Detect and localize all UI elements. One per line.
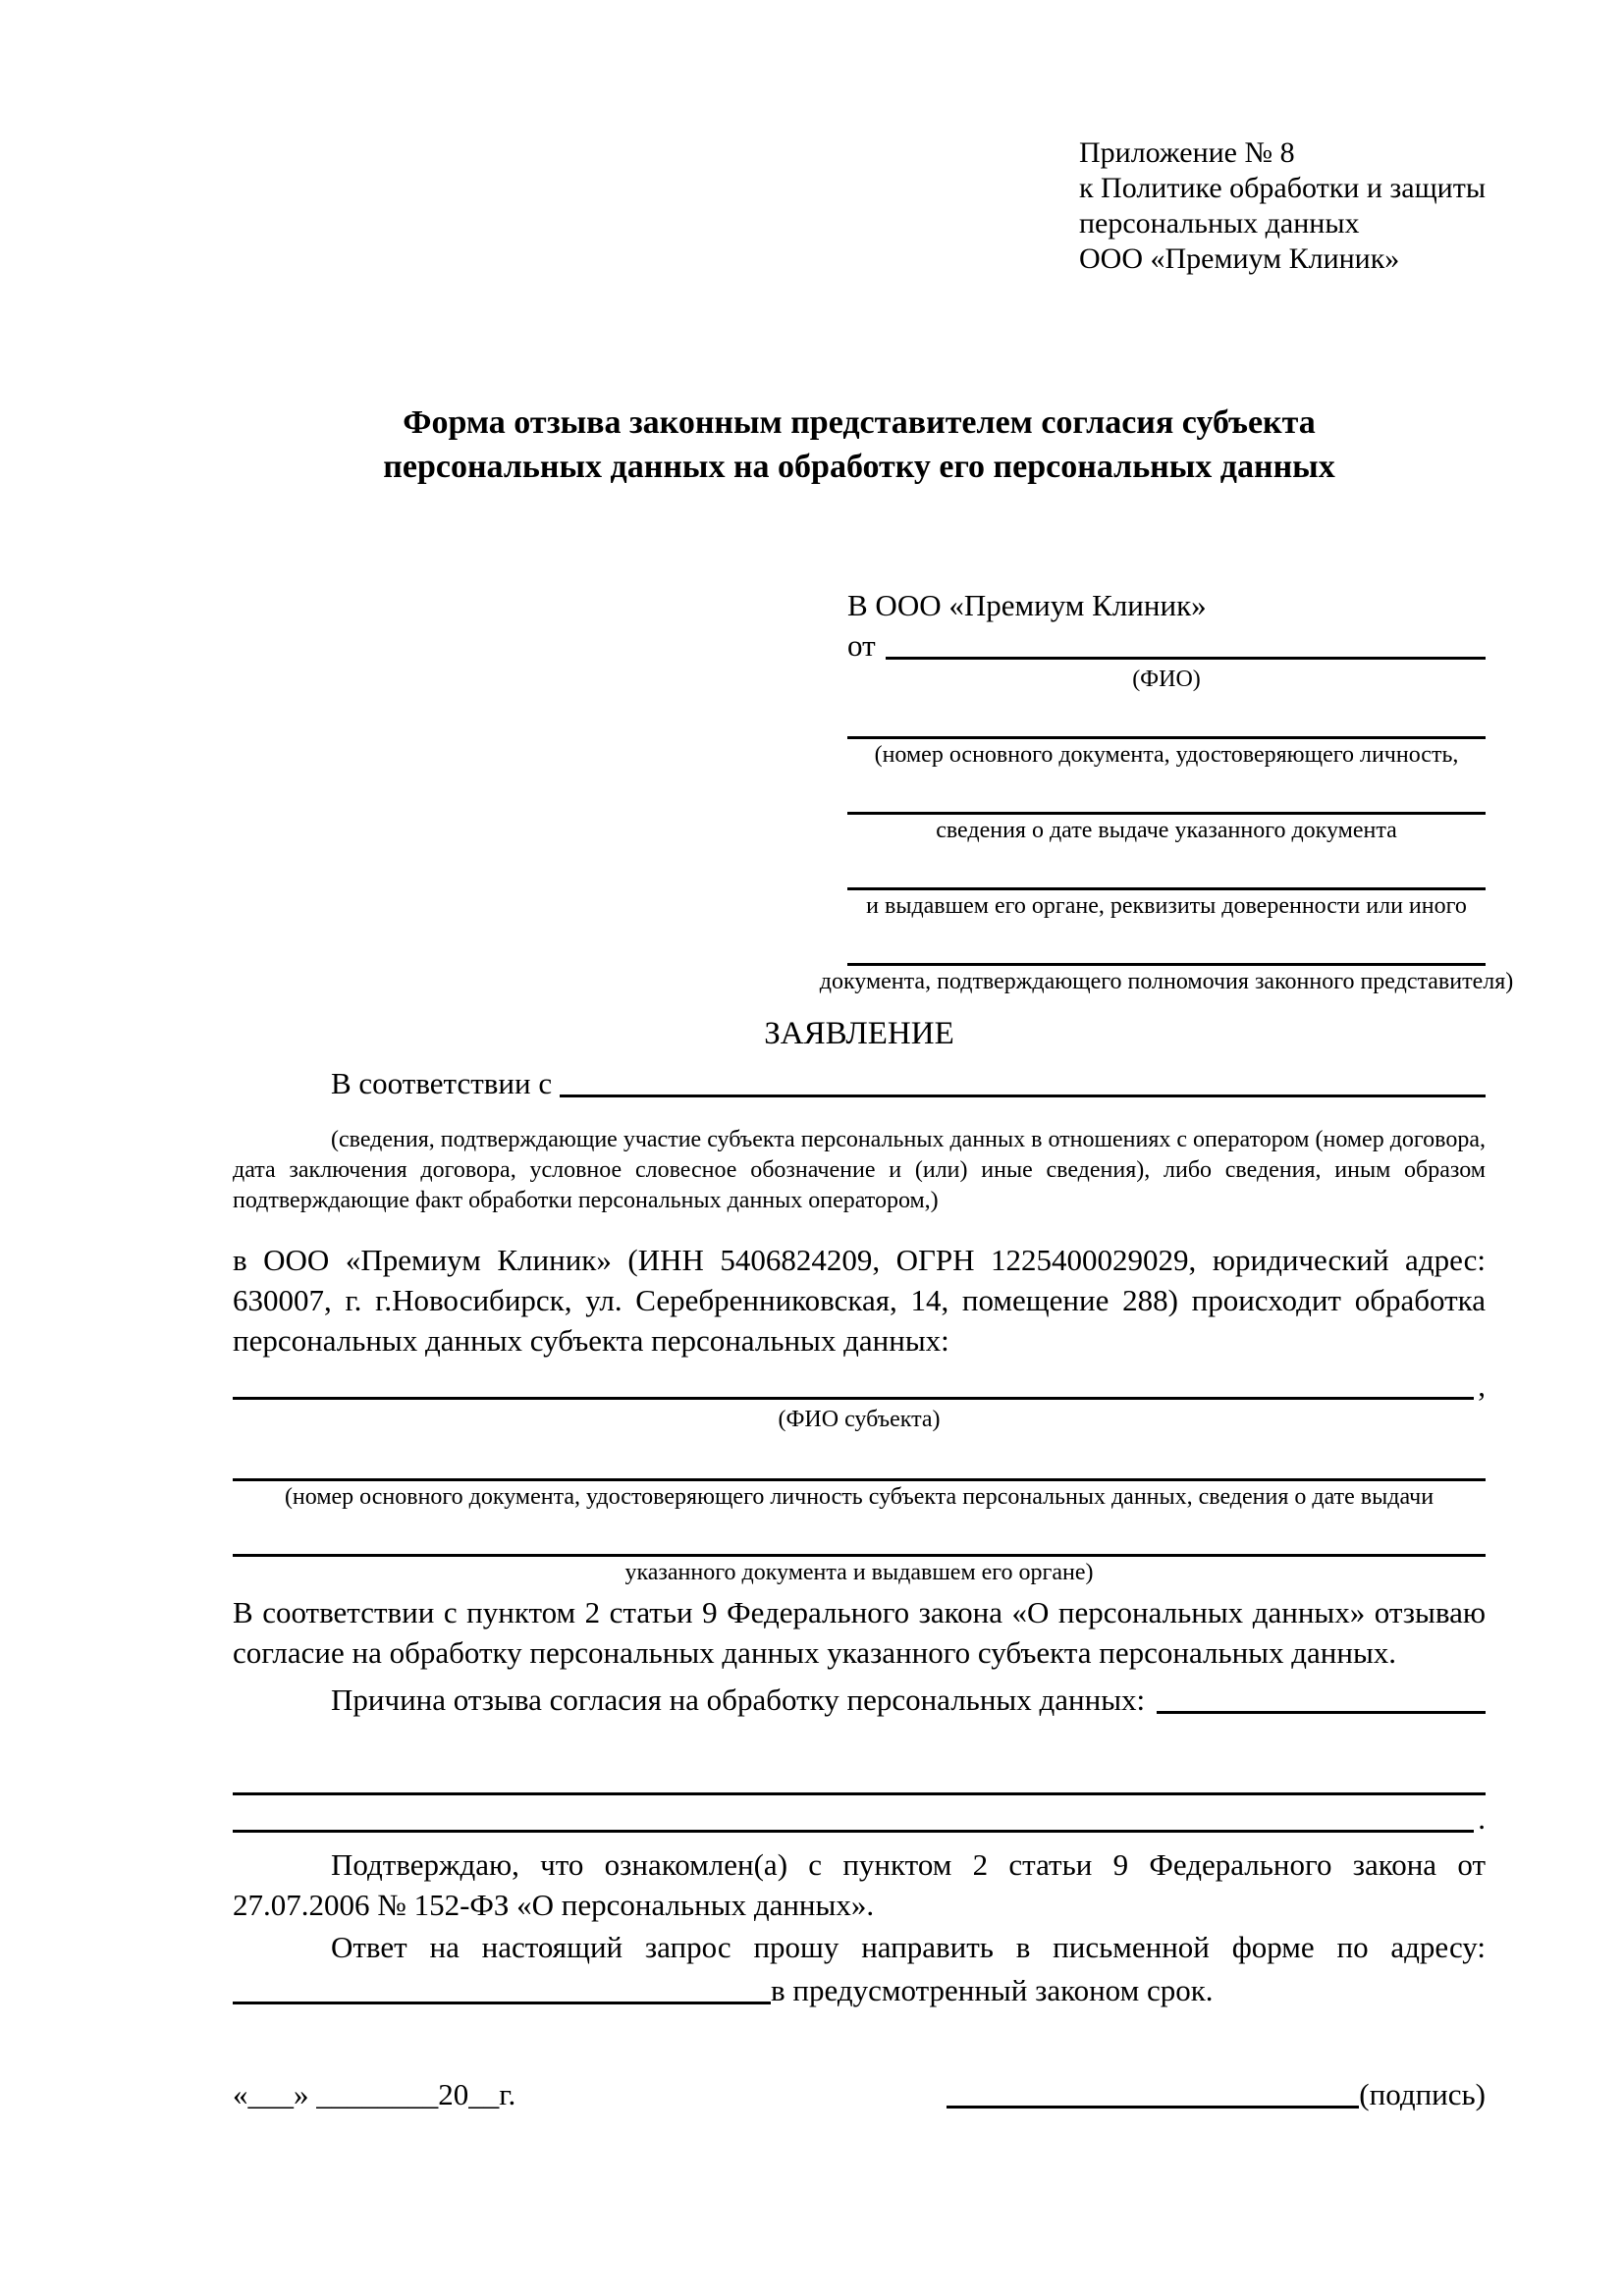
addressee-block	[819, 587, 1514, 995]
signature-underline	[947, 2105, 1359, 2109]
operator-paragraph: в ООО «Премиум Клиник» (ИНН 5406824209, ОГРН 1225400029029, юридический адрес: 630007, г. г.Новосибирск, ул. Серебренниковская, 14, помещение 288) происходит обработка персональных данных субъекта персональных данных:	[233, 1243, 1486, 1358]
accordance-row	[233, 1060, 1486, 1101]
addressee-to: В ООО «Премиум Клиник»	[847, 588, 1207, 622]
from-row	[847, 624, 1486, 664]
reply-suffix: в предусмотренный законом срок.	[771, 1973, 1214, 2007]
reply-address-underline	[233, 2001, 771, 2004]
signature-area	[947, 2077, 1486, 2112]
subject-doc-caption-2: указанного документа и выдавшем его органе)	[624, 1560, 1094, 1585]
fio-underline	[886, 656, 1486, 660]
accordance-note: (сведения, подтверждающие участие субъекта персональных данных в отношениях с оператором (номер договора, дата заключения договора, условное словесное обозначение и (или) иные сведения), либо сведения, иным образом подтверждающие факт обработки персональных данных оператором,)	[233, 1127, 1486, 1213]
subject-doc-underline-1	[233, 1443, 1486, 1481]
doc-powers-caption: документа, подтверждающего полномочия законного представителя)	[819, 969, 1514, 994]
reason-line-suffix: .	[1478, 1801, 1486, 1836]
document-title-line1: Форма отзыва законным представителем согласия субъекта	[403, 404, 1316, 441]
doc-authority-caption: и выдавшем его органе, реквизиты доверенности или иного	[866, 893, 1467, 919]
appendix-header-line: ООО «Премиум Клиник»	[1078, 242, 1400, 275]
reason-row	[233, 1677, 1486, 1718]
reason-underline-full	[233, 1755, 1486, 1795]
statement-heading: ЗАЯВЛЕНИЕ	[764, 1016, 954, 1051]
from-label: от	[847, 628, 876, 663]
reason-underline-end-row	[233, 1799, 1486, 1837]
confirm-paragraph: Подтверждаю, что ознакомлен(а) с пунктом 2 статьи 9 Федерального закона от 27.07.2006 № 152-ФЗ «О персональных данных».	[233, 1847, 1486, 1922]
doc-powers-underline	[847, 930, 1486, 966]
signature-row	[233, 2069, 1486, 2112]
doc-authority-underline	[847, 854, 1486, 890]
subject-doc-caption-1: (номер основного документа, удостоверяющего личность субъекта персональных данных, сведения о дате выдачи	[284, 1484, 1435, 1510]
appendix-header-line: к Политике обработки и защиты	[1078, 172, 1486, 204]
doc-number-underline	[847, 703, 1486, 739]
doc-number-caption: (номер основного документа, удостоверяющего личность,	[874, 742, 1459, 768]
subject-fio-underline	[233, 1396, 1474, 1400]
doc-issue-date-caption: сведения о дате выдаче указанного документа	[936, 818, 1397, 843]
reply-prefix: Ответ на настоящий запрос прошу направить в письменной форме по адресу:	[331, 1930, 1486, 1964]
accordance-underline	[560, 1094, 1486, 1097]
subject-fio-row	[233, 1368, 1486, 1404]
document-title	[233, 400, 1486, 489]
reason-label: Причина отзыва согласия на обработку персональных данных:	[331, 1682, 1146, 1717]
doc-issue-date-underline	[847, 778, 1486, 815]
subject-fio-suffix: ,	[1478, 1368, 1486, 1403]
subject-fio-caption: (ФИО субъекта)	[778, 1407, 941, 1432]
reply-address-row	[233, 1967, 1486, 2008]
fio-caption: (ФИО)	[1132, 667, 1201, 692]
appendix-header-line: Приложение № 8	[1078, 136, 1295, 169]
reason-underline-short	[1157, 1710, 1486, 1714]
signature-caption: (подпись)	[1359, 2077, 1486, 2111]
appendix-header	[1079, 135, 1486, 277]
subject-doc-underline-2	[233, 1519, 1486, 1557]
document-title-line2: персональных данных на обработку его персональных данных	[383, 449, 1335, 485]
date-line: «___» ________20__г.	[233, 2077, 516, 2111]
withdraw-paragraph: В соответствии с пунктом 2 статьи 9 Федерального закона «О персональных данных» отзываю согласие на обработку персональных данных указанного субъекта персональных данных.	[233, 1595, 1486, 1670]
appendix-header-line: персональных данных	[1078, 207, 1360, 240]
reason-underline-end	[233, 1829, 1474, 1833]
accordance-prefix: В соответствии с	[331, 1066, 553, 1100]
